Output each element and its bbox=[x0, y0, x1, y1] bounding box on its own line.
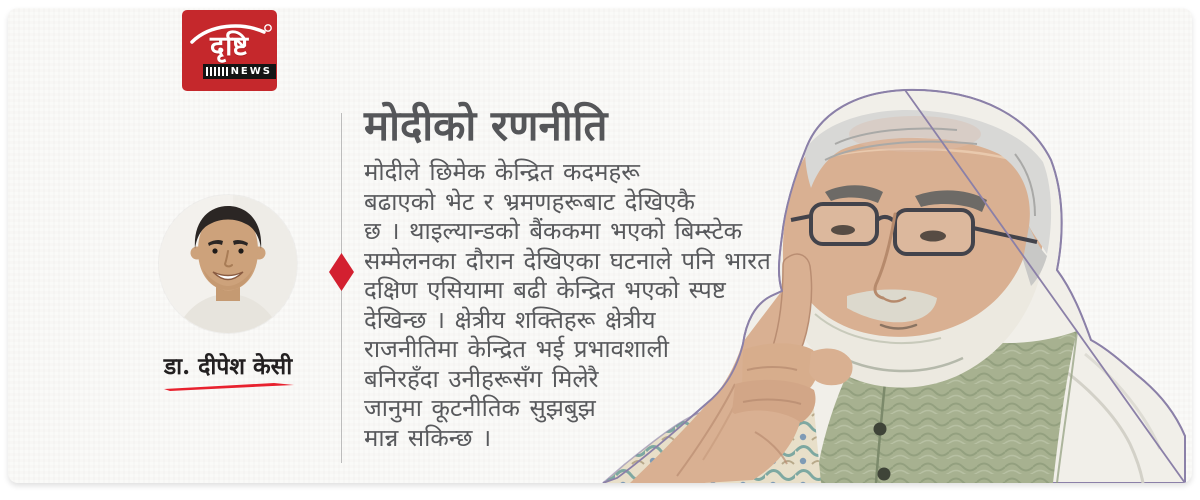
article-body-line: बढाएको भेट र भ्रमणहरूबाट देखिएकै bbox=[364, 187, 695, 216]
logo-barcode-icon bbox=[206, 67, 228, 76]
article-title: मोदीको रणनीति bbox=[364, 101, 608, 150]
article-body-line: जानुमा कूटनीतिक सुझबुझ bbox=[364, 394, 596, 422]
article-body-line: सम्मेलनका दौरान देखिएका घटनाले पनि भारत bbox=[364, 246, 771, 275]
article-body-line: राजनीतिमा केन्द्रित भई प्रभावशाली bbox=[364, 335, 669, 363]
logo-news-label: NEWS bbox=[230, 66, 272, 77]
author-name: डा. दीपेश केसी bbox=[163, 353, 293, 380]
article-body-line: देखिन्छ । क्षेत्रीय शक्तिहरू क्षेत्रीय bbox=[364, 305, 656, 334]
article-body-line: दक्षिण एसियामा बढी केन्द्रित भएको स्पष्ट bbox=[364, 276, 726, 304]
modi-portrait-illustration bbox=[585, 84, 1192, 483]
logo-brand-text: दृष्टि bbox=[209, 31, 250, 62]
diamond-bullet-icon bbox=[329, 253, 354, 291]
drishti-news-logo bbox=[182, 10, 277, 91]
article-body-line: मोदीले छिमेक केन्द्रित कदमहरू bbox=[364, 158, 640, 186]
caption-underline-icon bbox=[164, 383, 294, 391]
author-avatar bbox=[159, 195, 297, 333]
news-graphic-card bbox=[8, 8, 1192, 483]
article-body-line: बनिरहँदा उनीहरूसँग मिलेरै bbox=[364, 364, 599, 393]
article-body-line: छ । थाइल्यान्डको बैंककमा भएको बिम्स्टेक bbox=[364, 217, 743, 245]
author-portrait-drawing bbox=[159, 195, 297, 333]
logo-news-bar bbox=[203, 64, 276, 79]
article-body-line: मान्न सकिन्छ । bbox=[364, 423, 492, 452]
